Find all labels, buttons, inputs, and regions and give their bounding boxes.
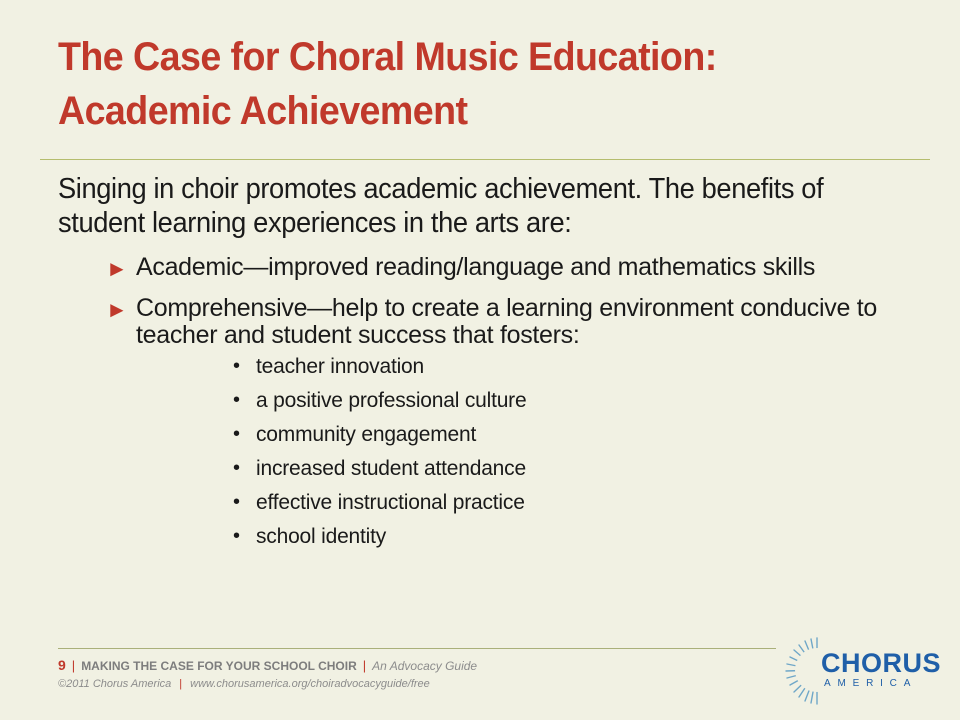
benefit-item-comprehensive: [58, 295, 918, 559]
benefit-item-academic: [58, 254, 918, 281]
footer-line: [58, 656, 477, 675]
fosters-item-text: community engagement: [256, 423, 477, 446]
fosters-item: [136, 389, 918, 423]
intro-text: Singing in choir promotes academic achievement. The benefits of student learning experiences in the arts are:: [58, 173, 824, 239]
dot-bullet-icon: •: [233, 491, 240, 513]
guide-subtitle: An Advocacy Guide: [372, 659, 478, 673]
page-number: 9: [58, 657, 66, 673]
fosters-item-text: effective instructional practice: [256, 491, 525, 514]
copyright-text: ©2011 Chorus America: [58, 678, 172, 690]
footer-separator: |: [362, 658, 367, 673]
logo-wordmark: CHORUS: [821, 648, 942, 678]
footer-separator: |: [71, 658, 76, 673]
footer-separator: |: [179, 678, 183, 690]
dot-bullet-icon: •: [233, 525, 240, 547]
arrow-bullet-icon: ►: [106, 256, 128, 281]
benefit-text: Academic—improved reading/language and mathematics skills: [136, 253, 816, 281]
fosters-item: [136, 491, 918, 525]
fosters-item: [136, 423, 918, 457]
fosters-item-text: teacher innovation: [256, 355, 425, 378]
dot-bullet-icon: •: [233, 423, 240, 445]
slide-title: [58, 30, 866, 138]
footer-credits: [58, 678, 430, 690]
fosters-item-text: a positive professional culture: [256, 389, 527, 412]
fosters-item: [136, 525, 918, 559]
arrow-bullet-icon: ►: [106, 297, 128, 322]
footer-divider: [58, 648, 776, 649]
logo-subword: AMERICA: [824, 678, 918, 689]
title-line-1: The Case for Choral Music Education:: [58, 35, 717, 79]
benefit-text: Comprehensive—help to create a learning environment conducive to teacher and student success that fosters:: [136, 294, 877, 349]
fosters-item: [136, 457, 918, 491]
dot-bullet-icon: •: [233, 457, 240, 479]
fosters-list: [136, 355, 918, 559]
dot-bullet-icon: •: [233, 389, 240, 411]
guide-url[interactable]: www.chorusamerica.org/choiradvocacyguide/free: [190, 678, 430, 690]
fosters-item: [136, 355, 918, 389]
guide-title: MAKING THE CASE FOR YOUR SCHOOL CHOIR: [81, 659, 357, 673]
dot-bullet-icon: •: [233, 355, 240, 377]
fosters-item-text: school identity: [256, 525, 387, 548]
benefit-list: [58, 254, 918, 559]
chorus-america-logo: [783, 630, 942, 710]
fosters-item-text: increased student attendance: [256, 457, 526, 480]
title-line-2: Academic Achievement: [58, 89, 468, 133]
title-divider: [40, 159, 930, 160]
slide-body: [58, 172, 918, 559]
